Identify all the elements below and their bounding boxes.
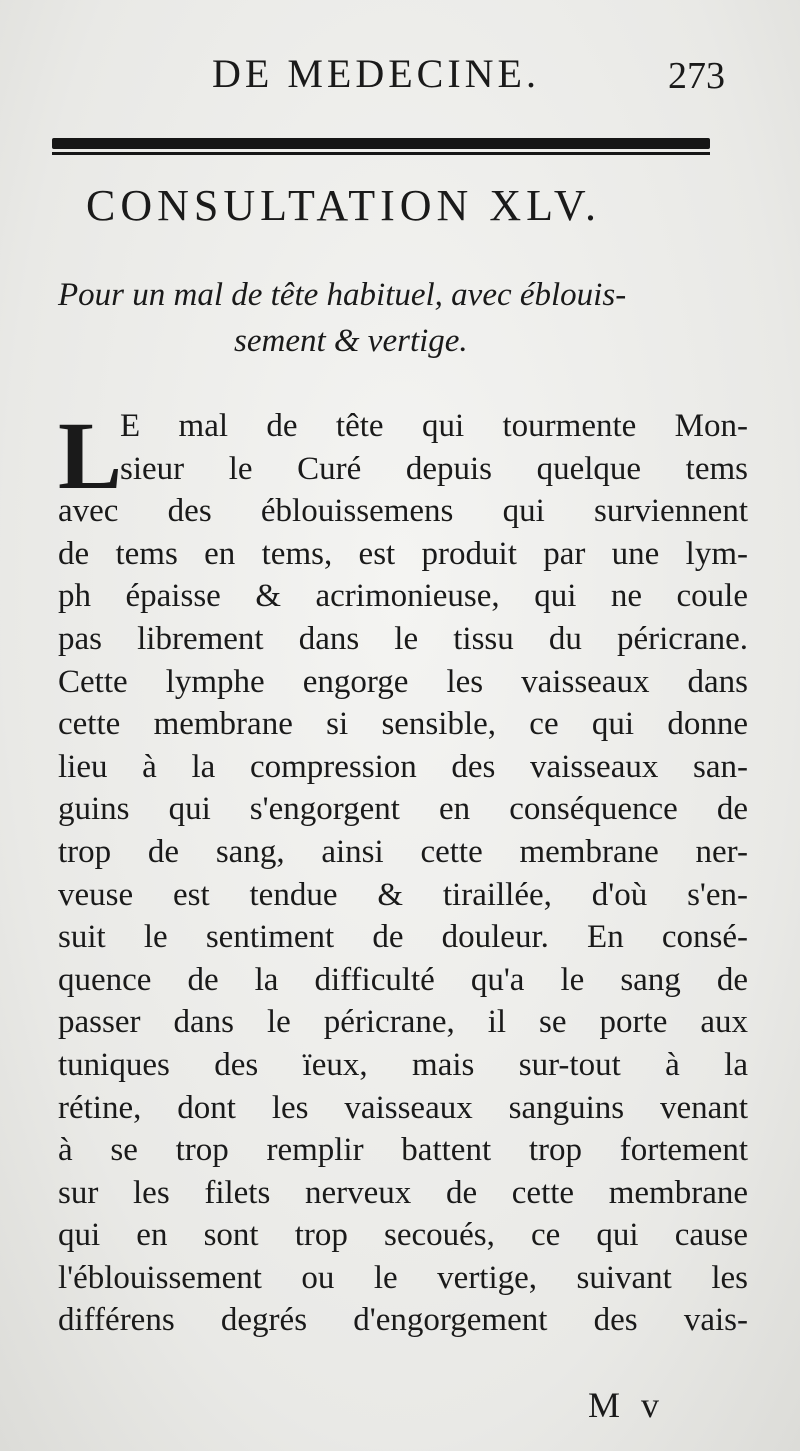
body-line: sur les filets nerveux de cette membrane (58, 1174, 748, 1211)
body-line: avec des éblouissemens qui surviennent (58, 493, 748, 530)
body-line: cette membrane si sensible, ce qui donne (58, 706, 748, 743)
body-line: différens degrés d'engorgement des vais- (58, 1302, 748, 1339)
rule-thick (52, 138, 710, 149)
body-line: trop de sang, ainsi cette membrane ner- (58, 833, 748, 870)
body-line: à se trop remplir battent trop fortement (58, 1132, 748, 1169)
body-text (58, 402, 748, 1342)
body-line: tuniques des ïeux, mais sur-tout à la (58, 1046, 748, 1083)
running-head (0, 44, 800, 104)
body-line: passer dans le péricrane, il se porte aux (58, 1004, 748, 1041)
body-line: qui en sont trop secoués, ce qui cause (58, 1217, 748, 1254)
body-line: quence de la difficulté qu'a le sang de (58, 961, 748, 998)
body-line: l'éblouissement ou le vertige, suivant les (58, 1259, 748, 1296)
drop-cap: L (58, 402, 123, 509)
body-line: Cette lymphe engorge les vaisseaux dans (58, 663, 748, 700)
body-line: guins qui s'engorgent en conséquence de (58, 791, 748, 828)
double-rule-divider (52, 138, 710, 156)
consultation-heading: CONSULTATION XLV. (86, 181, 602, 230)
body-line: sieur le Curé depuis quelque tems (120, 450, 748, 487)
body-line: pas librement dans le tissu du péricrane. (58, 620, 748, 657)
subheading-line-2: sement & vertige. (234, 323, 468, 359)
body-line: rétine, dont les vaisseaux sanguins venant (58, 1089, 748, 1126)
page-number: 273 (668, 55, 725, 97)
body-line: suit le sentiment de douleur. En consé- (58, 919, 748, 956)
body-line: E mal de tête qui tourmente Mon- (120, 408, 748, 444)
consultation-subheading (58, 272, 748, 364)
running-title: DE MEDECINE. (212, 51, 540, 96)
body-line: lieu à la compression des vaisseaux san- (58, 748, 748, 785)
body-line: veuse est tendue & tiraillée, d'où s'en- (58, 876, 748, 913)
subheading-line-1: Pour un mal de tête habituel, avec éblouis- (58, 277, 627, 313)
body-line: de tems en tems, est produit par une lym- (58, 535, 748, 572)
catchword-signature: M v (588, 1385, 666, 1425)
body-line: ph épaisse & acrimonieuse, qui ne coule (58, 578, 748, 615)
rule-thin (52, 152, 710, 155)
